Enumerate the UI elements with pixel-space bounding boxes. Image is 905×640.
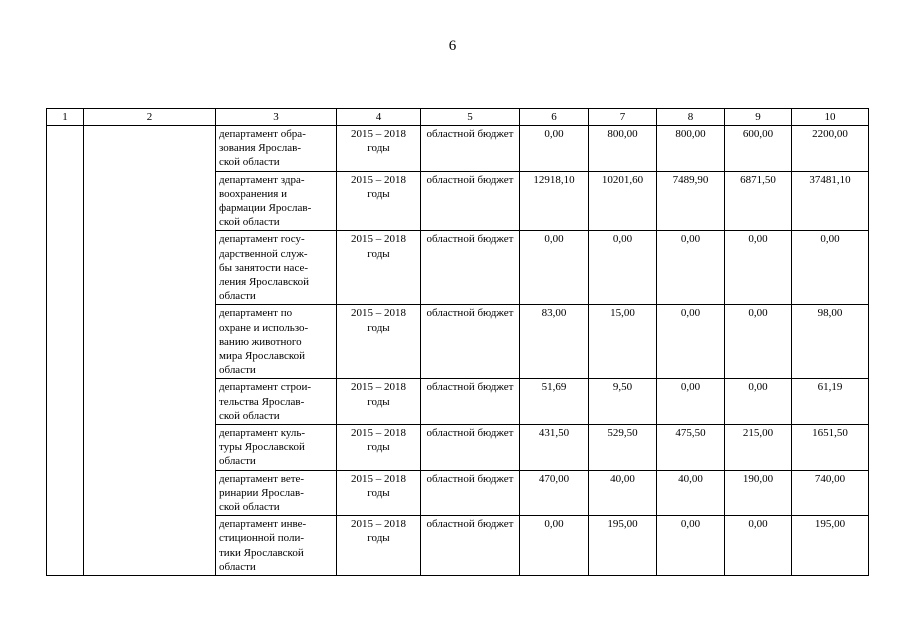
value-total-cell: 98,00: [792, 305, 869, 379]
value-2015-cell: 51,69: [520, 379, 589, 425]
value-total-cell: 0,00: [792, 231, 869, 305]
value-2018-cell: 0,00: [725, 305, 792, 379]
column-header: 3: [216, 109, 337, 126]
value-2018-cell: 0,00: [725, 379, 792, 425]
executor-line: области: [219, 560, 256, 573]
value-2017-cell: 0,00: [657, 305, 725, 379]
funding-source-cell: областной бюджет: [421, 126, 520, 172]
executor-line: департамент куль-: [219, 427, 306, 440]
value-2016-cell: 40,00: [589, 470, 657, 516]
value-2015-cell: 0,00: [520, 126, 589, 172]
executor-line: ления Ярославской: [219, 276, 310, 289]
executor-line: департамент госу-: [219, 233, 305, 246]
column-header: 4: [337, 109, 421, 126]
column-header: 7: [589, 109, 657, 126]
value-2015-cell: 431,50: [520, 425, 589, 471]
value-2018-cell: 0,00: [725, 516, 792, 576]
value-2017-cell: 800,00: [657, 126, 725, 172]
funding-source-cell: областной бюджет: [421, 171, 520, 231]
funding-source-cell: областной бюджет: [421, 425, 520, 471]
value-2018-cell: 215,00: [725, 425, 792, 471]
executor-line: охране и использо-: [219, 321, 309, 334]
executor-line: департамент строи-: [219, 381, 312, 394]
executor-line: департамент здра-: [219, 173, 305, 186]
executor-line: ской области: [219, 156, 280, 169]
period-cell: 2015 – 2018 годы: [337, 231, 421, 305]
executor-line: зования Ярослав-: [219, 142, 302, 155]
executor-line: департамент инве-: [219, 518, 307, 531]
value-total-cell: 37481,10: [792, 171, 869, 231]
period-cell: 2015 – 2018 годы: [337, 470, 421, 516]
value-2017-cell: 0,00: [657, 516, 725, 576]
executor-line: мира Ярославской: [219, 350, 306, 363]
page-number: 6: [448, 38, 457, 54]
executor-cell: [216, 379, 337, 425]
table-body: [47, 126, 869, 576]
executor-line: департамент вете-: [219, 472, 305, 485]
value-2016-cell: 9,50: [589, 379, 657, 425]
executor-line: области: [219, 364, 256, 377]
value-2016-cell: 800,00: [589, 126, 657, 172]
executor-line: департамент обра-: [219, 128, 306, 140]
executor-cell: [216, 425, 337, 471]
value-2017-cell: 475,50: [657, 425, 725, 471]
executor-cell: [216, 126, 337, 172]
column-header: 10: [792, 109, 869, 126]
executor-line: ской области: [219, 409, 280, 422]
executor-line: ской области: [219, 501, 280, 514]
row-number-cell: [47, 126, 84, 576]
column-header: 1: [47, 109, 84, 126]
value-2018-cell: 600,00: [725, 126, 792, 172]
executor-line: стиционной поли-: [219, 532, 305, 545]
value-2018-cell: 190,00: [725, 470, 792, 516]
value-total-cell: 195,00: [792, 516, 869, 576]
funding-source-cell: областной бюджет: [421, 305, 520, 379]
executor-line: ской области: [219, 216, 280, 229]
executor-cell: [216, 231, 337, 305]
value-2016-cell: 0,00: [589, 231, 657, 305]
program-name-cell: [84, 126, 216, 576]
executor-line: тики Ярославской: [219, 546, 304, 559]
executor-line: бы занятости насе-: [219, 261, 309, 274]
value-2018-cell: 6871,50: [725, 171, 792, 231]
value-2015-cell: 0,00: [520, 231, 589, 305]
executor-cell: [216, 305, 337, 379]
value-2017-cell: 7489,90: [657, 171, 725, 231]
column-header: 9: [725, 109, 792, 126]
value-total-cell: 61,19: [792, 379, 869, 425]
funding-source-cell: областной бюджет: [421, 470, 520, 516]
period-cell: 2015 – 2018 годы: [337, 171, 421, 231]
funding-source-cell: областной бюджет: [421, 379, 520, 425]
value-2015-cell: 470,00: [520, 470, 589, 516]
value-2017-cell: 0,00: [657, 231, 725, 305]
value-2017-cell: 40,00: [657, 470, 725, 516]
value-2016-cell: 15,00: [589, 305, 657, 379]
executor-line: ринарии Ярослав-: [219, 486, 304, 499]
value-2018-cell: 0,00: [725, 231, 792, 305]
executor-line: департамент по: [219, 307, 293, 320]
column-header: 5: [421, 109, 520, 126]
executor-cell: [216, 516, 337, 576]
table-row: [47, 126, 869, 172]
column-header: 8: [657, 109, 725, 126]
period-cell: 2015 – 2018 годы: [337, 126, 421, 172]
executor-line: области: [219, 290, 256, 303]
value-2015-cell: 0,00: [520, 516, 589, 576]
header-row: [47, 109, 869, 126]
value-total-cell: 1651,50: [792, 425, 869, 471]
executor-line: тельства Ярослав-: [219, 395, 305, 408]
executor-line: воохранения и: [219, 187, 287, 200]
column-header: 2: [84, 109, 216, 126]
period-cell: 2015 – 2018 годы: [337, 305, 421, 379]
executor-line: дарственной служ-: [219, 247, 308, 260]
executor-line: туры Ярославской: [219, 441, 305, 454]
period-cell: 2015 – 2018 годы: [337, 379, 421, 425]
funding-source-cell: областной бюджет: [421, 231, 520, 305]
value-2015-cell: 83,00: [520, 305, 589, 379]
value-2016-cell: 10201,60: [589, 171, 657, 231]
executor-line: области: [219, 455, 256, 468]
value-total-cell: 2200,00: [792, 126, 869, 172]
column-header: 6: [520, 109, 589, 126]
value-2017-cell: 0,00: [657, 379, 725, 425]
executor-cell: [216, 171, 337, 231]
value-total-cell: 740,00: [792, 470, 869, 516]
value-2016-cell: 195,00: [589, 516, 657, 576]
value-2016-cell: 529,50: [589, 425, 657, 471]
period-cell: 2015 – 2018 годы: [337, 516, 421, 576]
value-2015-cell: 12918,10: [520, 171, 589, 231]
executor-cell: [216, 470, 337, 516]
funding-source-cell: областной бюджет: [421, 516, 520, 576]
budget-table: [46, 108, 869, 576]
executor-line: фармации Ярослав-: [219, 202, 312, 215]
executor-line: ванию животного: [219, 335, 302, 348]
period-cell: 2015 – 2018 годы: [337, 425, 421, 471]
